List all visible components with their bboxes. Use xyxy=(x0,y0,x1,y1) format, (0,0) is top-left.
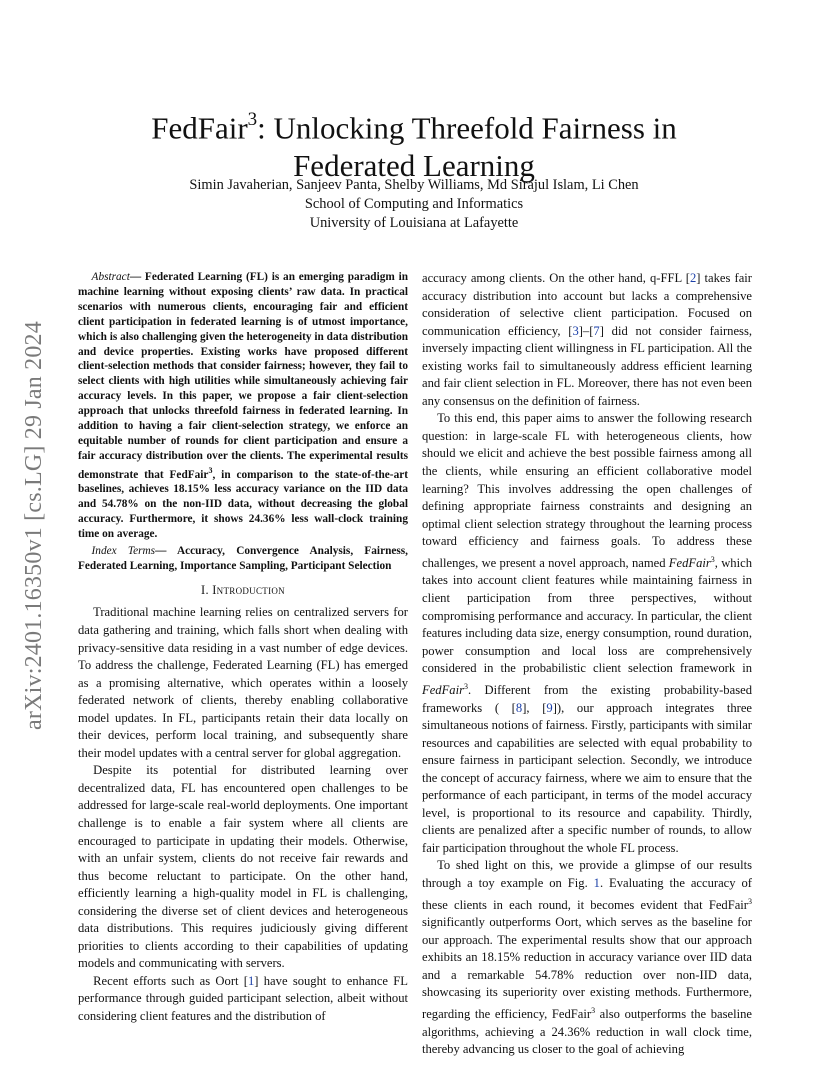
text-run: , which takes into account client features while maintaining fairness in client participation from three perspectives, without compromising performance and accuracy. In particular, the client features including data size, energy consumption, round duration, power consumption and local loss are comprehensively considered in the probabilistic client selection framework in xyxy=(422,555,752,676)
citation-link[interactable]: 7 xyxy=(593,323,600,338)
text-run: . Evaluating the accuracy of these clients in each round, it becomes evident that FedFair xyxy=(422,875,752,912)
title-part1: FedFair xyxy=(151,110,248,146)
left-column xyxy=(78,270,408,1026)
section-title: Introduction xyxy=(212,582,285,597)
figure-link[interactable]: 1 xyxy=(593,875,600,890)
title-part2: : Unlocking Threefold Fairness in xyxy=(257,110,677,146)
paper-title xyxy=(80,103,748,185)
intro-paragraph-3 xyxy=(78,973,408,1026)
method-sup: 3 xyxy=(463,681,468,691)
intro-paragraph-1: Traditional machine learning relies on centralized servers for data gathering and training, which falls short when dealing with privacy-sensitive data residing in a vast number of edge devices. To address the challenge, Federated Learning (FL) has emerged as a promising alternative, which operates within a loosely federated network of clients, thereby enabling collaborative model updates. In FL, participants retain their data locally on their devices, perform local training, and subsequently share their model updates with a central server for global aggregation. xyxy=(78,605,408,760)
author-department: School of Computing and Informatics xyxy=(304,196,524,212)
text-run: ], [ xyxy=(522,700,547,715)
intro-paragraph-4 xyxy=(422,410,752,857)
abstract-label: Abstract xyxy=(91,271,130,283)
text-run: . Different from the existing probability-based frameworks ( [ xyxy=(422,682,752,715)
right-column xyxy=(422,270,752,1059)
index-terms-label: Index Terms xyxy=(91,545,156,558)
intro-paragraph-5 xyxy=(422,857,752,1058)
abstract-text-2: , in comparison to the state-of-the-art baselines, achieves 18.15% less accuracy variance on the IID data and 54.78% on the non-IID data, without decreasing the global accuracy. Furthermore, it shows 24.36% less wall-clock training time on average. xyxy=(78,468,408,541)
method-sup: 3 xyxy=(710,554,715,564)
citation-link[interactable]: 2 xyxy=(689,271,697,285)
author-names: Simin Javaherian, Sanjeev Panta, Shelby Williams, Md Sirajul Islam, Li Chen xyxy=(189,177,639,193)
text-run: ] have sought to enhance FL performance through guided participant selection, albeit without considering client features and the distribution of xyxy=(78,973,408,1024)
method-name: FedFair xyxy=(422,682,464,697)
abstract xyxy=(78,270,408,542)
citation-link[interactable]: 1 xyxy=(247,973,255,988)
author-block xyxy=(80,176,748,233)
title-line2: Federated Learning xyxy=(293,148,535,184)
text-run: ]–[ xyxy=(578,323,594,338)
text-run: Recent efforts such as Oort [ xyxy=(93,973,248,988)
text-run: ]), our approach integrates three simultaneous notions of fairness. Firstly, participants with similar resources and capabilities are selected with equal probability to ensure fairness in participant selection. Secondly, we introduce the concept of accuracy fairness, where we aim to ensure that the performance of each participant, in terms of the model accuracy level, is proportional to its resource and capability. Thirdly, clients are penalized after a specific number of rounds, to allow fair participation throughout the whole FL process. xyxy=(422,700,752,855)
citation-link[interactable]: 9 xyxy=(546,700,553,715)
abstract-dash: — xyxy=(129,271,142,283)
text-run: To this end, this paper aims to answer the following research question: in large-scale FL with heterogeneous clients, how should we elicit and achieve the best possible fairness among all the clients, while ensuring an efficient collaborative model learning? This involves addressing the open challenges of defining appropriate fairness constraints and designing an optimal client selection strategy throughout the learning process toward efficiency and fairness goals. To address these challenges, we present a novel approach, named xyxy=(422,411,752,570)
author-university: University of Louisiana at Lafayette xyxy=(309,215,519,231)
intro-paragraph-2: Despite its potential for distributed learning over decentralized data, FL has encountered open challenges to be addressed for large-scale real-world deployments. One important challenge is to enable a fair system where all clients are encouraged to participate in updating their models. Otherwise, with an unfair system, clients do not receive fair rewards and thus become reluctant to participate. On the other hand, efficiently learning a high-quality model in FL is challenging, considering the diverse set of client devices and heterogeneous data distributions. This requires judiciously giving different priorities to clients according to their capabilities of updating models and communicating with servers. xyxy=(78,763,408,971)
intro-paragraph-3-continued xyxy=(422,270,752,410)
abstract-sup: 3 xyxy=(208,465,213,475)
method-sup: 3 xyxy=(591,1005,596,1015)
text-run: accuracy among clients. On the other hand, q-FFL [ xyxy=(422,271,690,285)
index-terms xyxy=(78,544,408,574)
index-terms-text: Accuracy, Convergence Analysis, Fairness, Federated Learning, Importance Sampling, Participant Selection xyxy=(78,545,408,572)
method-sup: 3 xyxy=(748,896,752,906)
section-numeral: I. xyxy=(201,582,213,597)
method-name: FedFair xyxy=(668,555,711,570)
text-run: To shed light on this, we provide a glimpse of our results through a toy example on Fig. xyxy=(422,858,752,890)
index-terms-dash: — xyxy=(155,545,167,558)
text-run: also outperforms the baseline algorithms, achieving a 24.36% reduction in wall clock time, thereby advancing us closer to the goal of achieving xyxy=(422,1007,752,1057)
arxiv-identifier: arXiv:2401.16350v1 [cs.LG] 29 Jan 2024 xyxy=(20,320,47,730)
citation-link[interactable]: 3 xyxy=(572,323,579,338)
text-run: ] did not consider fairness, inversely impacting client willingness in FL participation. All the existing works fail to simultaneously address efficient learning and fair client selection in FL. Moreover, there has not even been any consensus on the definition of fairness. xyxy=(422,323,752,408)
section-heading-introduction xyxy=(78,582,408,600)
title-superscript: 3 xyxy=(247,108,258,130)
abstract-text-1: Federated Learning (FL) is an emerging paradigm in machine learning without exposing clients’ raw data. In practical scenarios with numerous clients, encouraging fair and efficient client participation in federated learning is of utmost importance, which is also challenging given the heterogeneity in data distribution and device properties. Existing works have proposed different client-selection methods that consider fairness; however, they fail to select clients with high utilities while simultaneously achieving fair accuracy levels. In this paper, we propose a fair client-selection approach that unlocks threefold fairness in federated learning. In addition to having a fair client-selection strategy, we enforce an equitable number of rounds for client participation and ensure a fair accuracy distribution over the clients. The experimental results demonstrate that FedFair xyxy=(78,271,408,481)
text-run: ] takes fair accuracy distribution into account but lacks a comprehensive consideration of selective client participation. Focused on communication efficiency, [ xyxy=(422,271,752,338)
arxiv-side-stamp xyxy=(14,290,54,760)
text-run: significantly outperforms Oort, which serves as the baseline for our approach. The experimental results show that our approach exhibits an 18.15% reduction in accuracy variance over IID data and a remarkable 54.78% reduction over non-IID data, showcasing its superiority over existing methods. Furthermore, regarding the efficiency, FedFair xyxy=(422,915,752,1022)
citation-link[interactable]: 8 xyxy=(515,700,523,715)
